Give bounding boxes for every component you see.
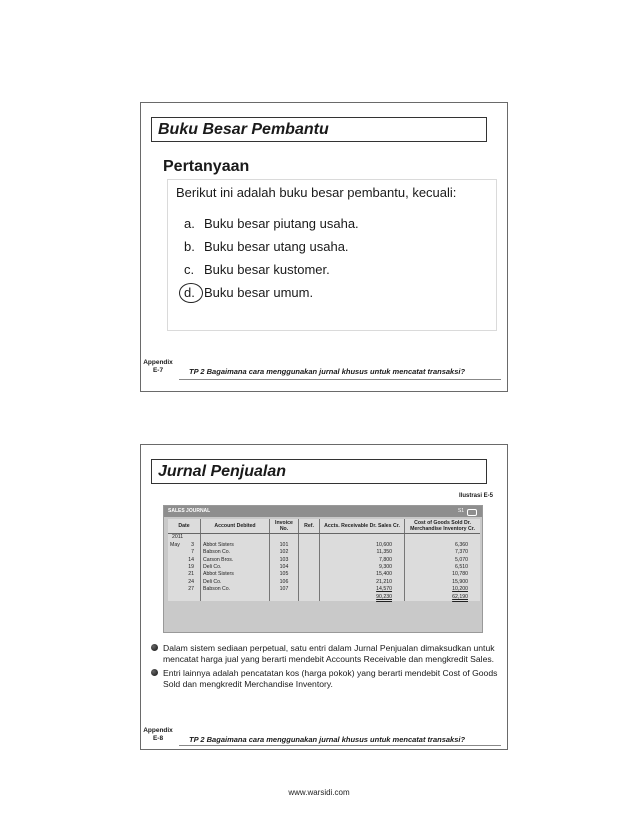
- col-ar: Accts. Receivable Dr. Sales Cr.: [320, 519, 405, 534]
- totals-row: [168, 594, 480, 601]
- cell-date: [168, 571, 201, 578]
- website-url: www.warsidi.com: [288, 788, 350, 797]
- cell-ar: 10,600: [320, 542, 405, 549]
- cell-invoice: 105: [270, 571, 299, 578]
- cell-day: 3: [191, 541, 194, 548]
- cell-day: 21: [188, 571, 194, 578]
- journal-table: [168, 519, 480, 601]
- question-heading: Pertanyaan: [163, 158, 250, 175]
- bullet-item: Entri lainnya adalah pencatatan kos (harga pokok) yang berarti mendebit Cost of Goods Sold dan mengkredit Merchandise Inventory.: [149, 668, 499, 689]
- cell-ar: 7,800: [320, 557, 405, 564]
- appendix-ref: Appendix E-7: [143, 359, 173, 374]
- question-text: Berikut ini adalah buku besar pembantu, kecuali:: [176, 185, 457, 200]
- col-cogs: Cost of Goods Sold Dr. Merchandise Inventory Cr.: [405, 519, 481, 534]
- cell-invoice: 107: [270, 586, 299, 593]
- cell-ref: [299, 564, 320, 571]
- journal-page-number: S1: [457, 508, 464, 514]
- cell-invoice: 101: [270, 542, 299, 549]
- bullet-item: Dalam sistem sediaan perpetual, satu entri dalam Jurnal Penjualan dimaksudkan untuk mencatat harga jual yang berarti mendebit Accounts Receivable dan mengkredit Sales.: [149, 643, 499, 664]
- cell-date: [168, 542, 201, 549]
- option-b[interactable]: b. Buku besar utang usaha.: [184, 239, 349, 254]
- cell-invoice: 106: [270, 579, 299, 586]
- cell-invoice: 102: [270, 549, 299, 556]
- cell-account: Carson Bros.: [201, 557, 270, 564]
- cell-month: May: [170, 541, 180, 548]
- cell-account: Deli Co.: [201, 564, 270, 571]
- total-ar: 90,230: [320, 594, 405, 601]
- cell-date: [168, 557, 201, 564]
- cell-day: 27: [188, 586, 194, 593]
- cell-account: Deli Co.: [201, 579, 270, 586]
- cell-day: 24: [188, 578, 194, 585]
- cell-date: [168, 586, 201, 593]
- cell-account: Babson Co.: [201, 586, 270, 593]
- cell-cogs: 10,200: [452, 586, 468, 593]
- slide-e7: [140, 102, 508, 392]
- slide-e8: [140, 444, 508, 750]
- journal-header: SALES JOURNAL: [164, 506, 482, 517]
- cell-account: Abbot Sisters: [201, 571, 270, 578]
- cell-ref: [299, 542, 320, 549]
- answer-circle-mark: [179, 283, 203, 303]
- cell-date: [168, 579, 201, 586]
- total-cogs: 62,190: [452, 593, 468, 600]
- cell-account: Babson Co.: [201, 549, 270, 556]
- cell-account: Abbot Sisters: [201, 542, 270, 549]
- option-a[interactable]: a. Buku besar piutang usaha.: [184, 216, 359, 231]
- col-ref: Ref.: [299, 519, 320, 534]
- option-c[interactable]: c. Buku besar kustomer.: [184, 262, 330, 277]
- cell-ref: [299, 557, 320, 564]
- cell-invoice: 104: [270, 564, 299, 571]
- appendix-ref: Appendix E-8: [143, 727, 173, 742]
- cell-day: 19: [188, 564, 194, 571]
- footer-caption: TP 2 Bagaimana cara menggunakan jurnal khusus untuk mencatat transaksi?: [189, 735, 466, 744]
- cell-ref: [299, 579, 320, 586]
- footer-divider: [179, 379, 501, 380]
- table-row: [168, 549, 480, 556]
- answer-options: [184, 212, 359, 304]
- cell-ar: 15,400: [320, 571, 405, 578]
- cell-cogs: 6,360: [455, 541, 468, 548]
- cell-ar: 9,300: [320, 564, 405, 571]
- question-panel: [167, 179, 497, 331]
- table-row: [168, 564, 480, 571]
- cell-ref: [299, 549, 320, 556]
- cell-cogs: 15,900: [452, 578, 468, 585]
- table-row: [168, 542, 480, 549]
- table-row: [168, 557, 480, 564]
- cell-ar: 21,210: [320, 579, 405, 586]
- illustration-label: Ilustrasi E-5: [458, 493, 493, 499]
- footer-divider: [179, 745, 501, 746]
- cell-cogs: 6,510: [455, 564, 468, 571]
- col-date: Date: [168, 519, 201, 534]
- cell-ar: 14,570: [320, 586, 405, 593]
- cell-invoice: 103: [270, 557, 299, 564]
- col-account: Account Debited: [201, 519, 270, 534]
- year-row: 2011: [168, 534, 480, 542]
- bullet-icon: [151, 644, 158, 651]
- cell-cogs: 5,070: [455, 556, 468, 563]
- bullet-list: [149, 643, 499, 693]
- sales-journal: [163, 505, 483, 633]
- cell-day: 7: [191, 549, 194, 556]
- cell-ref: [299, 571, 320, 578]
- slide-title: Jurnal Penjualan: [151, 459, 487, 484]
- table-row: [168, 586, 480, 593]
- slide-title: Buku Besar Pembantu: [151, 117, 487, 142]
- table-row: [168, 579, 480, 586]
- cell-ar: 11,350: [320, 549, 405, 556]
- cell-cogs: 7,370: [455, 549, 468, 556]
- cell-day: 14: [188, 556, 194, 563]
- cell-ref: [299, 586, 320, 593]
- option-d[interactable]: d. Buku besar umum.: [184, 281, 359, 304]
- table-row: [168, 571, 480, 578]
- footer-caption: TP 2 Bagaimana cara menggunakan jurnal khusus untuk mencatat transaksi?: [189, 367, 466, 376]
- window-icon: [467, 509, 477, 516]
- cell-date: [168, 564, 201, 571]
- cell-cogs: 10,780: [452, 571, 468, 578]
- col-invoice: Invoice No.: [270, 519, 299, 534]
- cell-date: [168, 549, 201, 556]
- bullet-icon: [151, 669, 158, 676]
